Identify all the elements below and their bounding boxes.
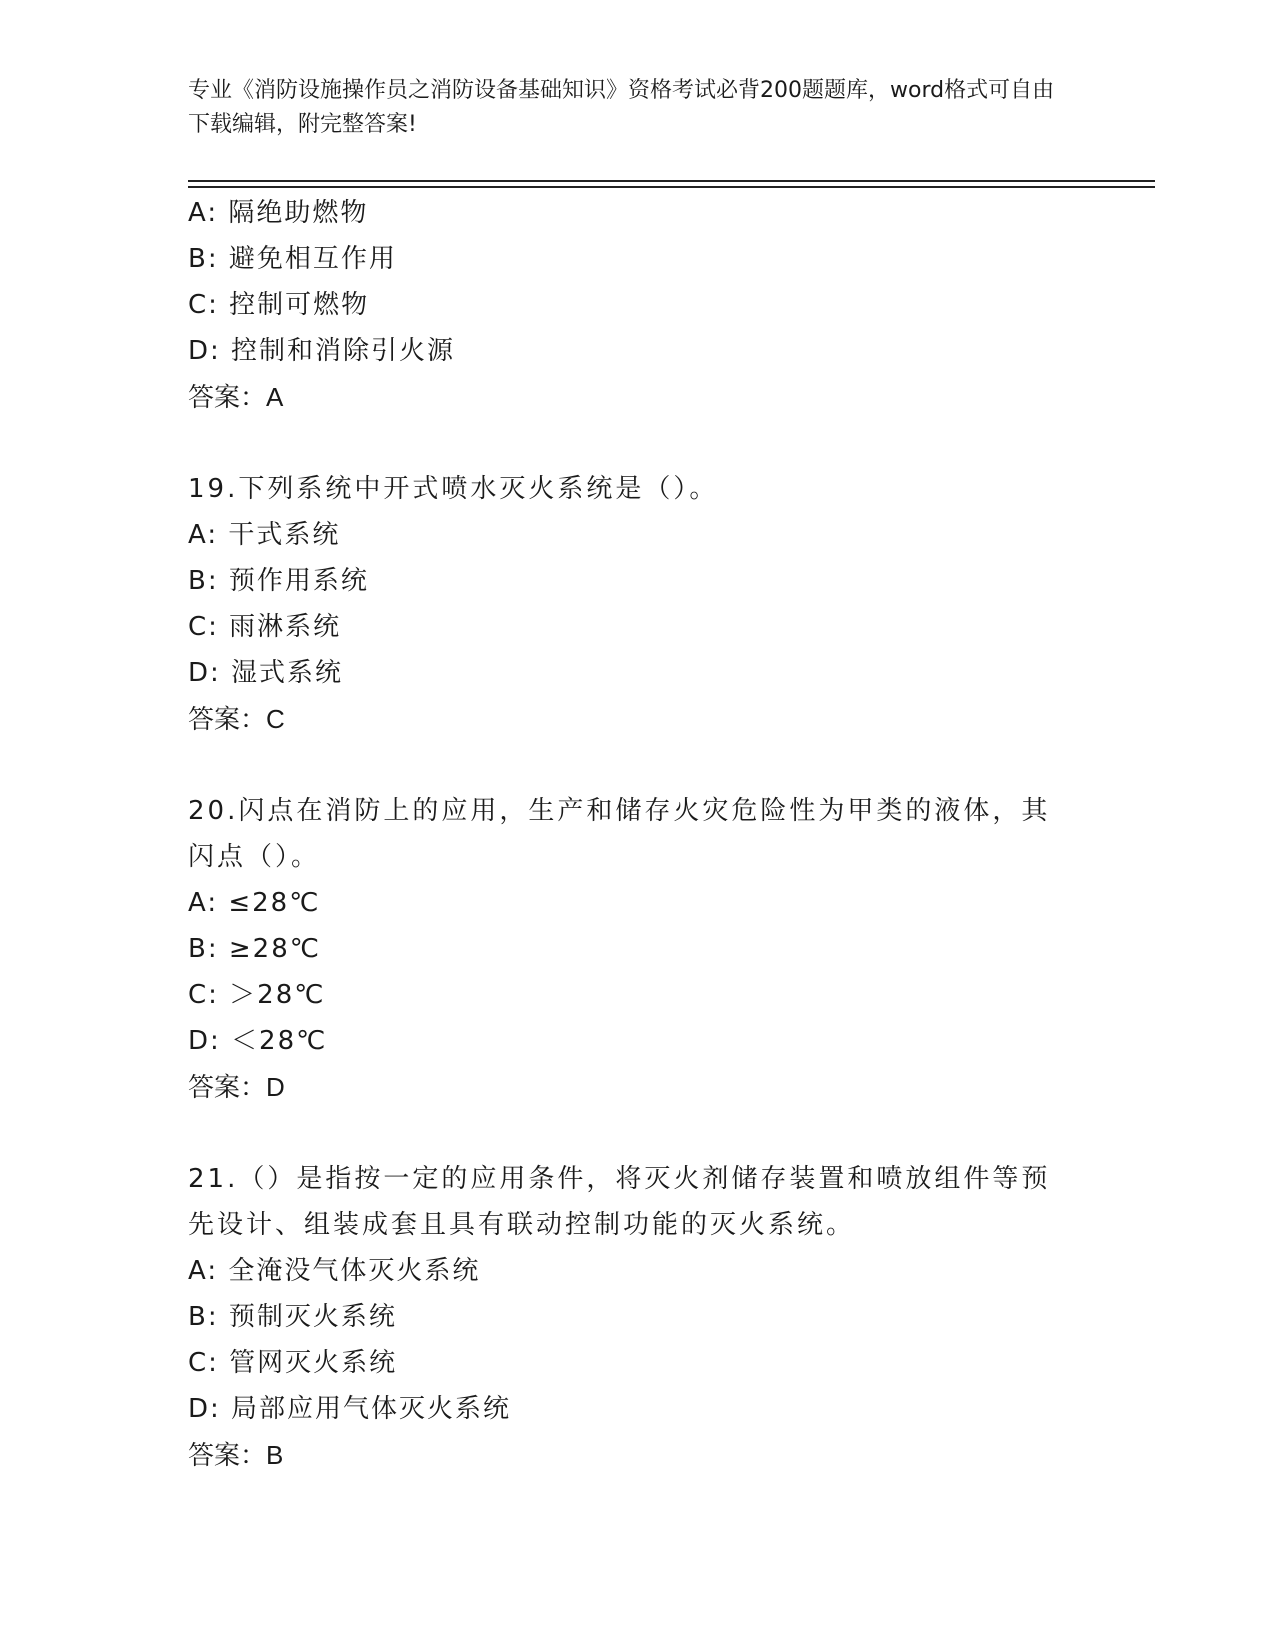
option-a: A: 全淹没气体灭火系统 (188, 1256, 481, 1286)
spacer (188, 420, 1088, 466)
answer-line: 答案：B (188, 1440, 284, 1470)
option-a: A: 隔绝助燃物 (188, 198, 369, 228)
question-stem: 21.（）是指按一定的应用条件，将灭火剂储存装置和喷放组件等预先设计、组装成套且具有联动控制功能的灭火系统。 (188, 1164, 1051, 1240)
question-list (188, 190, 1088, 1478)
option-c: C: ＞28℃ (188, 980, 326, 1010)
header-divider-top (188, 180, 1155, 182)
option-d: D: 控制和消除引火源 (188, 336, 456, 366)
option-b: B: ≥28℃ (188, 934, 321, 964)
spacer (188, 1110, 1088, 1156)
header-divider-bottom (188, 186, 1155, 188)
option-a: A: ≤28℃ (188, 888, 321, 918)
question-stem: 19.下列系统中开式喷水灭火系统是（）。 (188, 474, 719, 504)
option-d: D: 局部应用气体灭火系统 (188, 1394, 512, 1424)
option-b: B: 预作用系统 (188, 566, 369, 596)
question-stem: 20.闪点在消防上的应用，生产和储存火灾危险性为甲类的液体，其闪点（）。 (188, 796, 1051, 872)
answer-line: 答案：C (188, 704, 285, 734)
option-b: B: 避免相互作用 (188, 244, 397, 274)
option-c: C: 控制可燃物 (188, 290, 370, 320)
spacer (188, 742, 1088, 788)
document-header: 专业《消防设施操作员之消防设备基础知识》资格考试必背200题题库，word格式可自由下载编辑，附完整答案! (188, 78, 1055, 137)
question-18-block (188, 190, 1088, 420)
option-c: C: 雨淋系统 (188, 612, 342, 642)
option-a: A: 干式系统 (188, 520, 341, 550)
question-19 (188, 466, 1088, 742)
option-d: D: 湿式系统 (188, 658, 344, 688)
question-20 (188, 788, 1088, 1110)
option-c: C: 管网灭火系统 (188, 1348, 398, 1378)
option-d: D: ＜28℃ (188, 1026, 328, 1056)
answer-line: 答案：D (188, 1072, 285, 1102)
answer-line: 答案：A (188, 382, 284, 412)
question-21 (188, 1156, 1088, 1478)
option-b: B: 预制灭火系统 (188, 1302, 397, 1332)
